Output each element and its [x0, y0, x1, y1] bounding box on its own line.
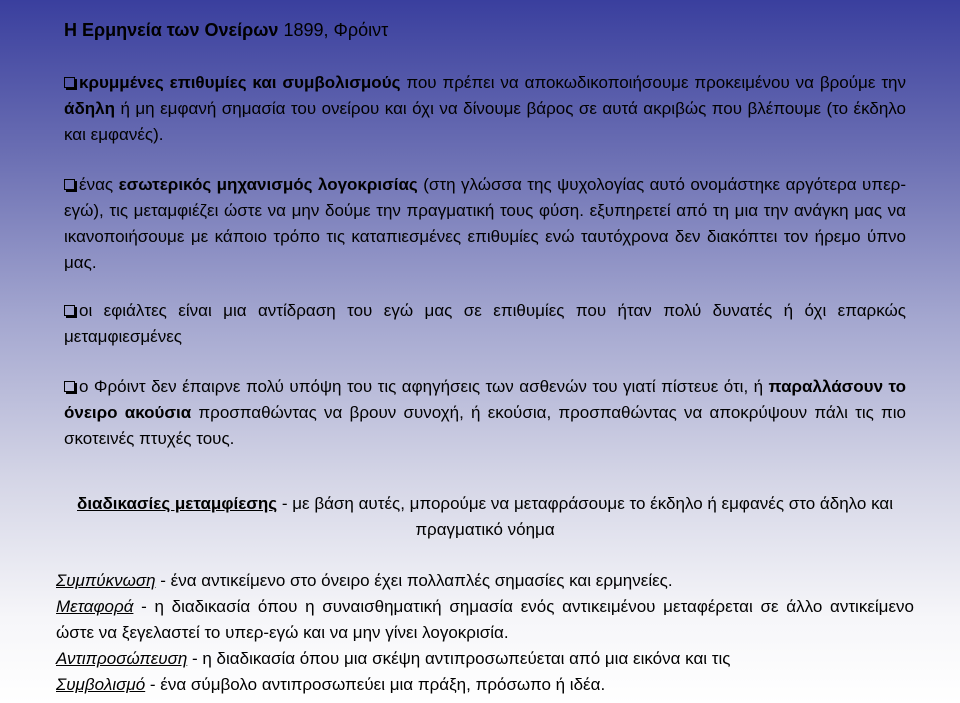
bullet-censorship [64, 172, 906, 276]
definition-text: - η διαδικασία όπου μια σκέψη αντιπροσωπεύεται από μια εικόνα και τις [187, 649, 731, 668]
definition-text: - ένα σύμβολο αντιπροσωπεύει μια πράξη, πρόσωπο ή ιδέα. [145, 675, 606, 694]
definition-term: Συμπύκνωση [56, 571, 156, 590]
definition-text: - ένα αντικείμενο στο όνειρο έχει πολλαπλές σημασίες και ερμηνείες. [155, 571, 673, 590]
bullet-lead: ένας [79, 175, 119, 194]
bullet-term-latent: άδηλη [64, 99, 115, 118]
bullet-text-cont: ή μη εμφανή σημασία του ονείρου και όχι να δίνουμε βάρος σε αυτά ακριβώς που βλέπουμε (το έκδηλο και εμφανές). [64, 99, 906, 144]
definition-symbolism [56, 672, 914, 698]
definition-condensation [56, 568, 914, 594]
definition-term: Μεταφορά [56, 597, 134, 616]
checkbox-bullet-icon [64, 305, 75, 316]
page-title [64, 20, 388, 41]
bullet-text: οι εφιάλτες είναι μια αντίδραση του εγώ μας σε επιθυμίες που ήταν πολύ δυνατές ή όχι επαρκώς μεταμφιεσμένες [64, 301, 906, 346]
definitions-list [56, 568, 914, 698]
process-definition [64, 491, 906, 543]
checkbox-bullet-icon [64, 179, 75, 190]
bullet-term: κρυμμένες επιθυμίες και συμβολισμούς [79, 73, 401, 92]
bullet-term: παραλλάσουν το όνειρο ακούσια [64, 377, 906, 422]
title-main: Η Ερμηνεία των Ονείρων [64, 20, 279, 40]
definition-term: Συμβολισμό [56, 675, 146, 694]
bullet-term: εσωτερικός μηχανισμός λογοκρισίας [118, 175, 418, 194]
bullet-hidden-desires [64, 70, 906, 148]
definition-term: Αντιπροσώπευση [56, 649, 188, 668]
bullet-text: ο Φρόιντ δεν έπαιρνε πολύ υπόψη του τις αφηγήσεις των ασθενών του γιατί πίστευε ότι, ή [79, 377, 769, 396]
checkbox-bullet-icon [64, 77, 75, 88]
bullet-freud-narratives [64, 374, 906, 452]
bullet-text: (στη γλώσσα της ψυχολογίας αυτό ονομάστηκε αργότερα υπερ-εγώ), τις μεταμφιέζει ώστε να μην δούμε την πραγματική τους φύση. εξυπηρετεί από τη μια την ανάγκη μας να ικανοποιήσουμε με κάποιο τρόπο τις καταπιεσμένες επιθυμίες ενώ ταυτόχρονα δεν διακόπτει τον ήρεμο ύπνο μας. [64, 175, 906, 272]
bullet-text-cont: προσπαθώντας να βρουν συνοχή, ή εκούσια, προσπαθώντας να αποκρύψουν πάλι τις πιο σκοτεινές πτυχές τους. [64, 403, 906, 448]
process-text: - με βάση αυτές, μπορούμε να μεταφράσουμε το έκδηλο ή εμφανές στο άδηλο και πραγματικό νόημα [277, 494, 893, 539]
definition-displacement [56, 594, 914, 646]
process-term: διαδικασίες μεταμφίεσης [77, 494, 278, 513]
bullet-text: που πρέπει να αποκωδικοποιήσουμε προκειμένου να βρούμε την [400, 73, 906, 92]
title-year: 1899, Φρόιντ [283, 20, 389, 40]
definition-representation [56, 646, 914, 672]
definition-text: - η διαδικασία όπου η συναισθηματική σημασία ενός αντικειμένου μεταφέρεται σε άλλο αντικείμενο ώστε να ξεγελαστεί το υπερ-εγώ και να μην γίνει λογοκρισία. [56, 597, 914, 642]
bullet-nightmares [64, 298, 906, 350]
checkbox-bullet-icon [64, 381, 75, 392]
